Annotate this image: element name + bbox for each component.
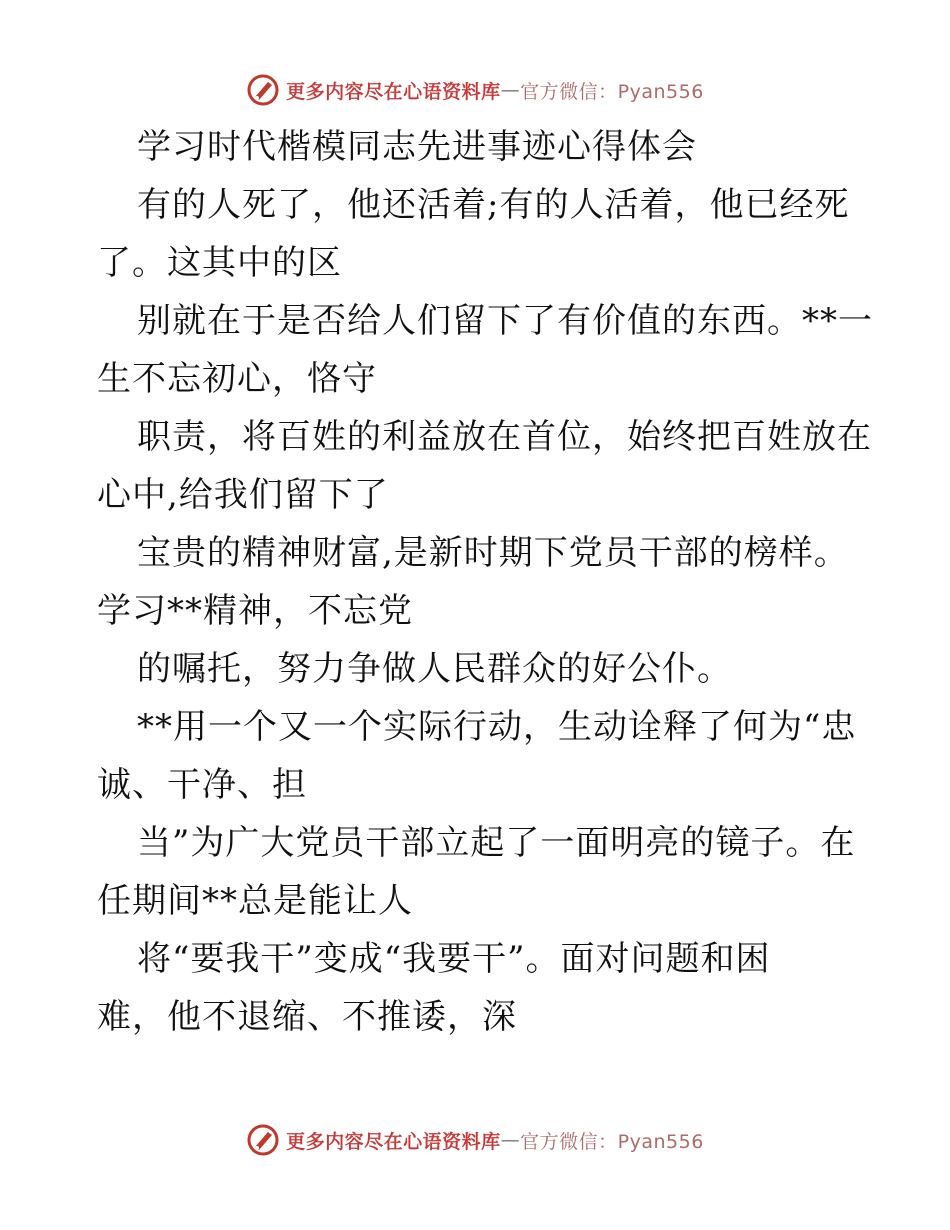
banner-separator: — (500, 79, 521, 101)
paragraph-line: 的嘱托，努力争做人民群众的好公仆。 (137, 649, 732, 689)
paragraph-line: 当”为广大党员干部立起了一面明亮的镜子。在 (137, 823, 856, 863)
paragraph-line: 学习**精神，不忘党 (97, 591, 413, 631)
paragraph-line: 任期间**总是能让人 (97, 881, 413, 921)
banner-wechat: 官方微信：Pyan556 (520, 1130, 704, 1153)
red-seal-pen-icon (246, 1123, 280, 1157)
paragraph-line: 生不忘初心，恪守 (97, 359, 377, 399)
red-seal-pen-icon (246, 73, 280, 107)
header-banner (0, 70, 950, 110)
document-title: 学习时代楷模同志先进事迹心得体会 (137, 127, 697, 167)
paragraph-line: 将“要我干”变成“我要干”。面对问题和困 (137, 939, 771, 979)
banner-text: 更多内容尽在心语资料库 (286, 1130, 501, 1153)
paragraph-line: 有的人死了，他还活着;有的人活着，他已经死 (137, 185, 850, 225)
paragraph-line: 别就在于是否给人们留下了有价值的东西。**一 (137, 301, 873, 341)
banner-separator: — (500, 1129, 521, 1151)
paragraph-line: 了。这其中的区 (97, 243, 342, 283)
document-body (97, 118, 873, 1046)
banner-wechat: 官方微信：Pyan556 (520, 80, 704, 103)
paragraph-line: **用一个又一个实际行动，生动诠释了何为“忠 (137, 707, 857, 747)
paragraph-line: 诚、干净、担 (97, 765, 307, 805)
banner-text: 更多内容尽在心语资料库 (286, 80, 501, 103)
paragraph-line: 心中,给我们留下了 (97, 475, 389, 515)
paragraph-line: 职责，将百姓的利益放在首位，始终把百姓放在 (137, 417, 872, 457)
paragraph-line: 宝贵的精神财富,是新时期下党员干部的榜样。 (137, 533, 849, 573)
footer-banner (0, 1120, 950, 1160)
paragraph-line: 难，他不退缩、不推诿，深 (97, 997, 517, 1037)
